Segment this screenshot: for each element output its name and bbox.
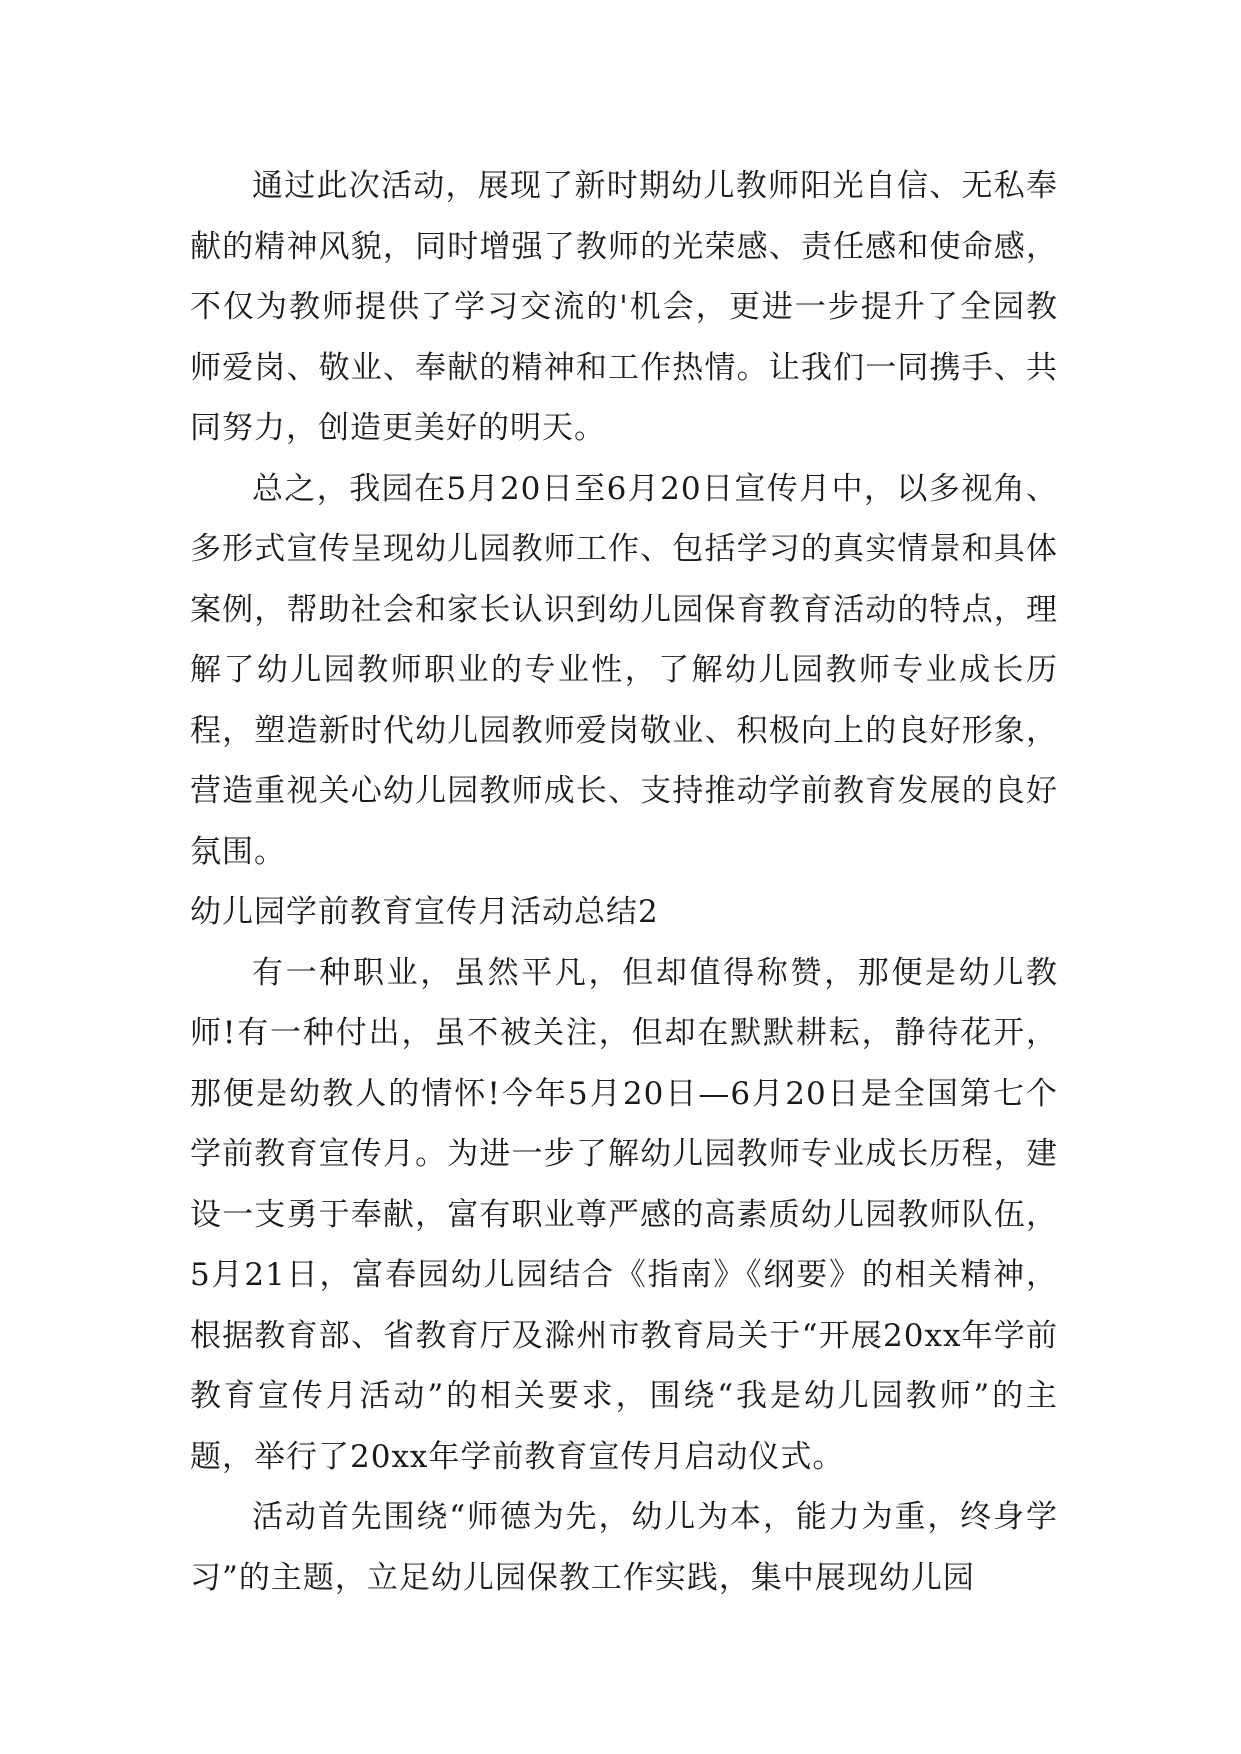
paragraph: 通过此次活动，展现了新时期幼儿教师阳光自信、无私奉献的精神风貌，同时增强了教师的光荣感、责任感和使命感，不仅为教师提供了学习交流的'机会，更进一步提升了全园教师爱岗、敬业、奉献的精神和工作热情。让我们一同携手、共同努力，创造更美好的明天。	[190, 168, 1058, 446]
section-title: 幼儿园学前教育宣传月活动总结2	[190, 894, 659, 930]
paragraph: 总之，我园在5月20日至6月20日宣传月中，以多视角、多形式宣传呈现幼儿园教师工作、包括学习的真实情景和具体案例，帮助社会和家长认识到幼儿园保育教育活动的特点，理解了幼儿园教师职业的专业性，了解幼儿园教师专业成长历程，塑造新时代幼儿园教师爱岗敬业、积极向上的良好形象，营造重视关心幼儿园教师成长、支持推动学前教育发展的良好氛围。	[190, 470, 1058, 870]
paragraph: 有一种职业，虽然平凡，但却值得称赞，那便是幼儿教师!有一种付出，虽不被关注，但却在默默耕耘，静待花开，那便是幼教人的情怀!今年5月20日—6月20日是全国第七个学前教育宣传月。为进一步了解幼儿园教师专业成长历程，建设一支勇于奉献，富有职业尊严感的高素质幼儿园教师队伍，5月21日，富春园幼儿园结合《指南》《纲要》的相关精神，根据教育部、省教育厅及滁州市教育局关于“开展20xx年学前教育宣传月活动”的相关要求，围绕“我是幼儿园教师”的主题，举行了20xx年学前教育宣传月启动仪式。	[190, 954, 1058, 1475]
document-body	[190, 156, 1058, 1608]
paragraph: 活动首先围绕“师德为先，幼儿为本，能力为重，终身学习”的主题，立足幼儿园保教工作实践，集中展现幼儿园	[190, 1499, 1058, 1596]
